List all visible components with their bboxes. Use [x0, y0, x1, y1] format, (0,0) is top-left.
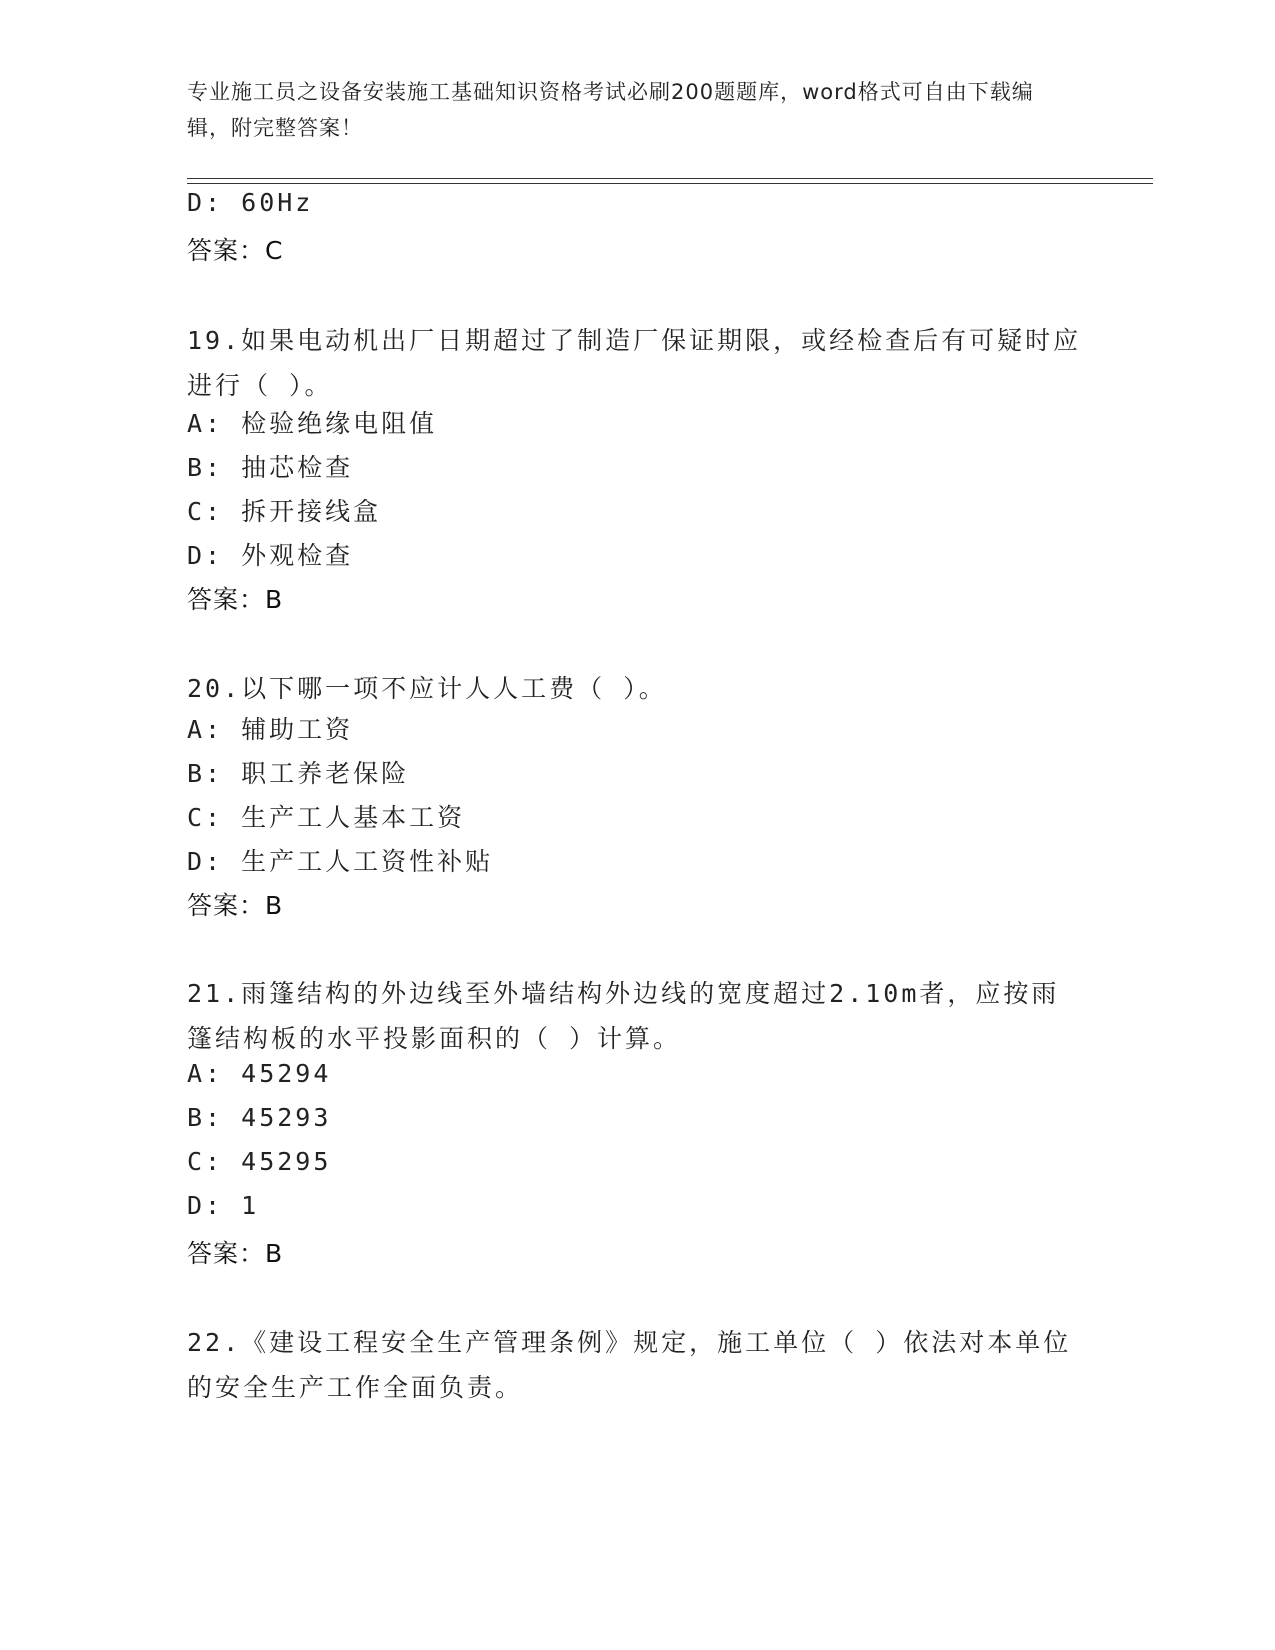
question-19-option-b: B: 抽芯检查 [187, 453, 354, 482]
question-20-option-c: C: 生产工人基本工资 [187, 803, 466, 832]
question-20-option-a: A: 辅助工资 [187, 715, 354, 744]
question-19-answer: 答案：B [187, 585, 284, 614]
question-21-answer: 答案：B [187, 1239, 284, 1268]
question-22-text: 22.《建设工程安全生产管理条例》规定，施工单位（ ）依法对本单位的安全生产工作全面负责。 [187, 1328, 1072, 1402]
question-21-option-d: D: 1 [187, 1191, 260, 1220]
question-19-option-d: D: 外观检查 [187, 541, 354, 570]
header-rule-bottom [187, 183, 1153, 184]
header-rule-top [187, 178, 1153, 179]
question-20-option-b: B: 职工养老保险 [187, 759, 410, 788]
question-19-text: 19.如果电动机出厂日期超过了制造厂保证期限，或经检查后有可疑时应进行（ ）。 [187, 326, 1082, 400]
question-21-option-c: C: 45295 [187, 1147, 332, 1176]
question-21-option-b: B: 45293 [187, 1103, 332, 1132]
prev-option-d: D: 60Hz [187, 188, 314, 217]
document-header: 专业施工员之设备安装施工基础知识资格考试必刷200题题库，word格式可自由下载编辑，附完整答案！ [187, 80, 1034, 140]
question-19-option-a: A: 检验绝缘电阻值 [187, 409, 438, 438]
prev-answer: 答案：C [187, 236, 284, 265]
question-21-option-a: A: 45294 [187, 1059, 332, 1088]
question-20-answer: 答案：B [187, 891, 284, 920]
question-20-text: 20.以下哪一项不应计人人工费（ ）。 [187, 674, 667, 703]
question-20-option-d: D: 生产工人工资性补贴 [187, 847, 494, 876]
question-21-text: 21.雨篷结构的外边线至外墙结构外边线的宽度超过2.10m者，应按雨篷结构板的水平投影面积的（ ）计算。 [187, 979, 1060, 1053]
question-19-option-c: C: 拆开接线盒 [187, 497, 382, 526]
